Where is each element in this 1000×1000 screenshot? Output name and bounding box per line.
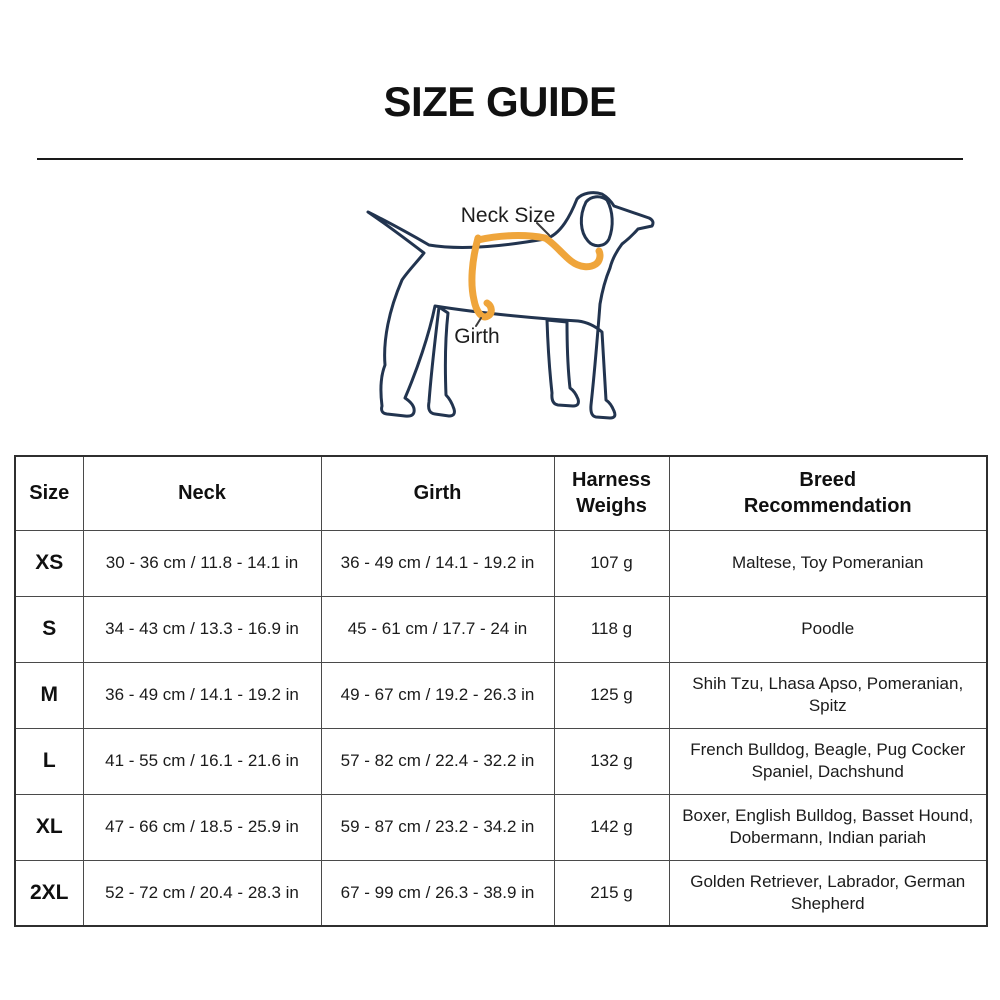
table-row	[15, 860, 987, 926]
table-row	[15, 662, 987, 728]
neck-cell: 30 - 36 cm / 11.8 - 14.1 in	[83, 530, 321, 596]
weight-cell: 142 g	[554, 794, 669, 860]
neck-size-label: Neck Size	[460, 204, 556, 227]
size-table	[14, 455, 988, 927]
size-cell: M	[15, 662, 83, 728]
title-divider	[37, 158, 963, 160]
breed-cell: Poodle	[669, 596, 987, 662]
neck-cell: 47 - 66 cm / 18.5 - 25.9 in	[83, 794, 321, 860]
col-header-harness-weighs	[554, 456, 669, 530]
breed-cell: Maltese, Toy Pomeranian	[669, 530, 987, 596]
weight-cell: 125 g	[554, 662, 669, 728]
size-cell: XL	[15, 794, 83, 860]
breed-cell: French Bulldog, Beagle, Pug Cocker Spaniel, Dachshund	[669, 728, 987, 794]
girth-cell: 45 - 61 cm / 17.7 - 24 in	[321, 596, 554, 662]
page-title: SIZE GUIDE	[383, 78, 617, 125]
col-header-harness-weighs-text: Harness Weighs	[572, 469, 651, 518]
girth-cell: 57 - 82 cm / 22.4 - 32.2 in	[321, 728, 554, 794]
girth-cell: 49 - 67 cm / 19.2 - 26.3 in	[321, 662, 554, 728]
weight-cell: 107 g	[554, 530, 669, 596]
breed-cell: Boxer, English Bulldog, Basset Hound, Dobermann, Indian pariah	[669, 794, 987, 860]
col-header-breed-recommendation-text: Breed Recommendation	[743, 469, 912, 518]
weight-cell: 118 g	[554, 596, 669, 662]
neck-cell: 41 - 55 cm / 16.1 - 21.6 in	[83, 728, 321, 794]
size-cell: S	[15, 596, 83, 662]
girth-cell: 59 - 87 cm / 23.2 - 34.2 in	[321, 794, 554, 860]
table-row	[15, 728, 987, 794]
dog-front-leg-rear	[547, 320, 578, 406]
col-header-breed-recommendation	[669, 456, 987, 530]
col-header-neck: Neck	[83, 456, 321, 530]
table-row	[15, 596, 987, 662]
neck-cell: 52 - 72 cm / 20.4 - 28.3 in	[83, 860, 321, 926]
girth-label: Girth	[454, 325, 500, 348]
size-table-body	[15, 530, 987, 926]
breed-cell: Golden Retriever, Labrador, German Shepherd	[669, 860, 987, 926]
neck-cell: 36 - 49 cm / 14.1 - 19.2 in	[83, 662, 321, 728]
weight-cell: 132 g	[554, 728, 669, 794]
header-row	[15, 456, 987, 530]
table-row	[15, 530, 987, 596]
table-row	[15, 794, 987, 860]
size-table-header	[15, 456, 987, 530]
col-header-girth: Girth	[321, 456, 554, 530]
size-cell: L	[15, 728, 83, 794]
dog-ear	[581, 197, 612, 246]
weight-cell: 215 g	[554, 860, 669, 926]
breed-cell: Shih Tzu, Lhasa Apso, Pomeranian, Spitz	[669, 662, 987, 728]
girth-cell: 36 - 49 cm / 14.1 - 19.2 in	[321, 530, 554, 596]
col-header-size: Size	[15, 456, 83, 530]
neck-cell: 34 - 43 cm / 13.3 - 16.9 in	[83, 596, 321, 662]
dog-harness-diagram	[325, 180, 685, 430]
size-cell: 2XL	[15, 860, 83, 926]
girth-cell: 67 - 99 cm / 26.3 - 38.9 in	[321, 860, 554, 926]
harness-back-strap	[478, 236, 545, 240]
size-cell: XS	[15, 530, 83, 596]
